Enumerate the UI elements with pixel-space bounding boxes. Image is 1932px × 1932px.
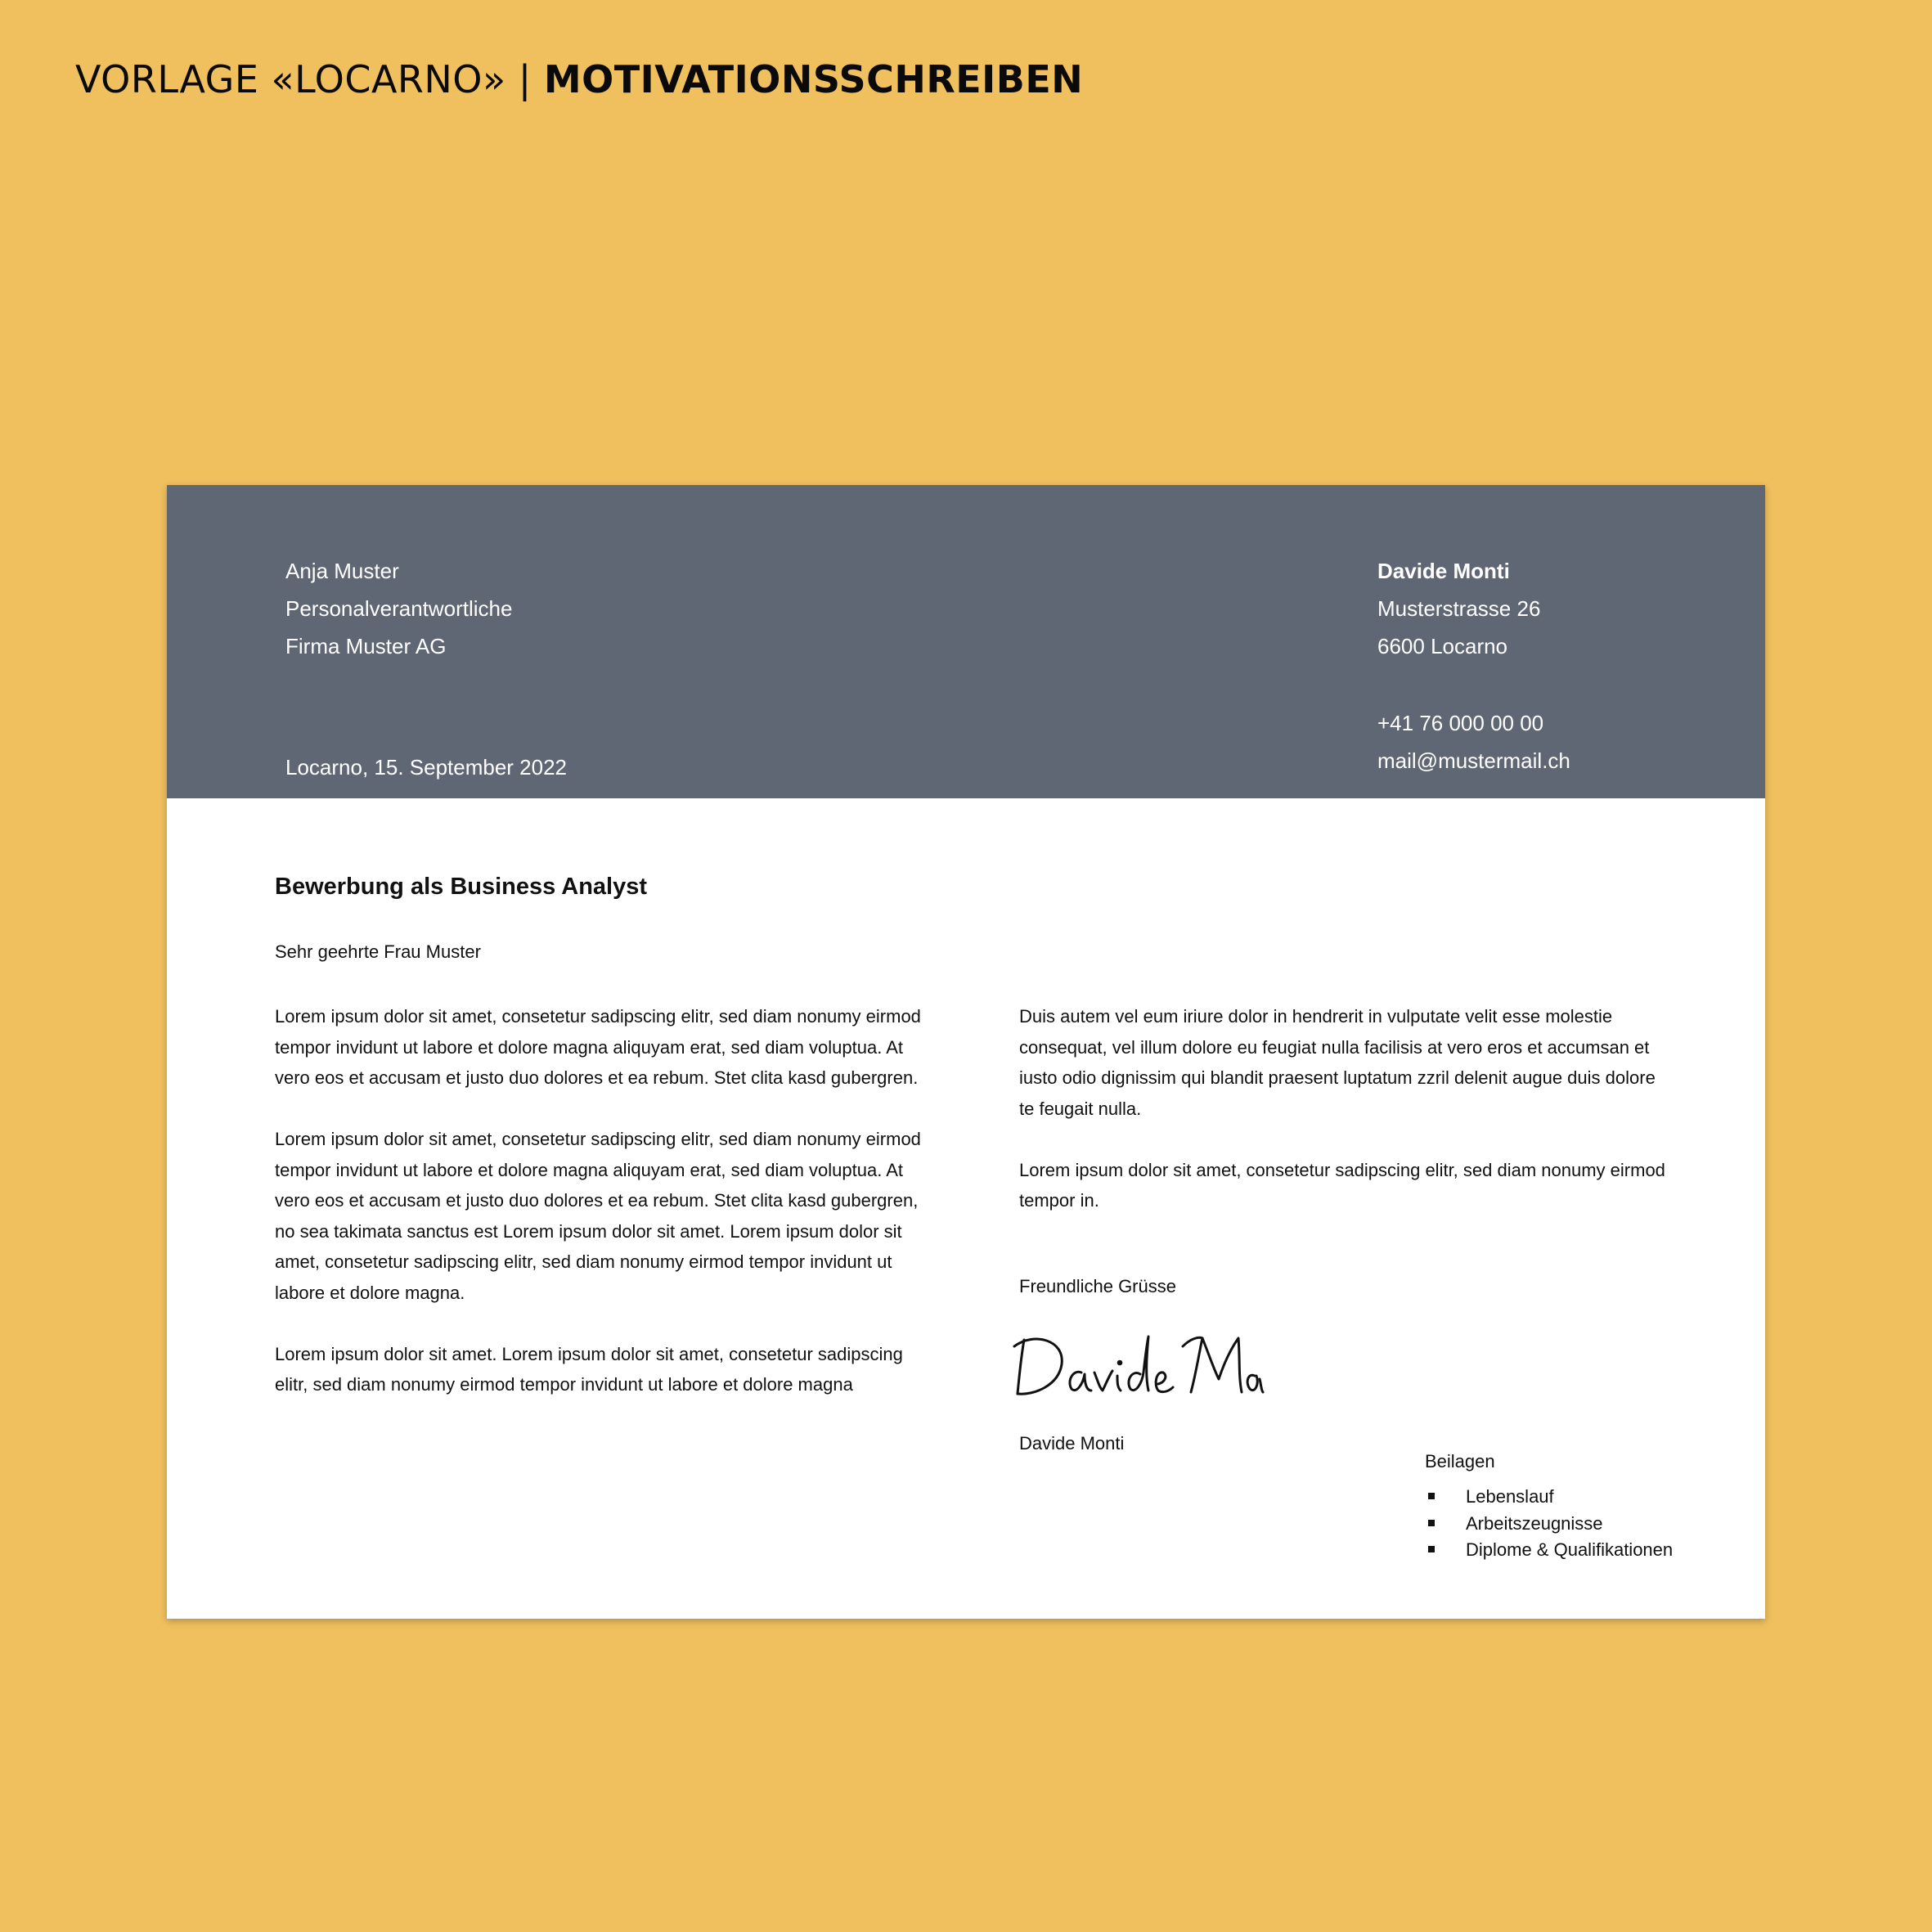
letter-body bbox=[167, 798, 1765, 1619]
square-bullet-icon bbox=[1428, 1520, 1435, 1526]
recipient-position: Personalverantwortliche bbox=[285, 596, 513, 621]
list-item bbox=[1425, 1484, 1673, 1511]
enclosure-label: Arbeitszeugnisse bbox=[1466, 1512, 1603, 1534]
sender-spacer bbox=[1377, 665, 1570, 704]
body-paragraph: Duis autem vel eum iriure dolor in hendrerit in vulputate velit esse molestie consequat, vel illum dolore eu feugiat nulla facilisis at vero eros et accumsan et iusto odio dignissim qui blandit praesent luptatum zzril delenit augue duis dolore te feugait nulla. bbox=[1019, 1006, 1656, 1119]
recipient-name: Anja Muster bbox=[285, 559, 399, 583]
sender-name: Davide Monti bbox=[1377, 559, 1510, 583]
body-paragraph: Lorem ipsum dolor sit amet. Lorem ipsum dolor sit amet, consetetur sadipscing elitr, sed diam nonumy eirmod tempor invidunt ut labore et dolore magna bbox=[275, 1343, 903, 1395]
body-column-right bbox=[1019, 1001, 1674, 1247]
handwritten-signature bbox=[1009, 1322, 1271, 1400]
letter-date: Locarno, 15. September 2022 bbox=[285, 755, 568, 780]
enclosure-label: Lebenslauf bbox=[1466, 1486, 1554, 1507]
recipient-company: Firma Muster AG bbox=[285, 634, 447, 658]
heading-document-type: MOTIVATIONSSCHREIBEN bbox=[543, 57, 1084, 101]
enclosures-title: Beilagen bbox=[1425, 1451, 1495, 1471]
sender-street: Musterstrasse 26 bbox=[1377, 596, 1541, 621]
body-paragraph: Lorem ipsum dolor sit amet, consetetur sadipscing elitr, sed diam nonumy eirmod tempor invidunt ut labore et dolore magna aliquyam erat, sed diam voluptua. At vero eos et accusam et justo duo dolores et ea rebum. Stet clita kasd gubergren. bbox=[275, 1006, 921, 1088]
letter-subject: Bewerbung als Business Analyst bbox=[275, 874, 648, 900]
square-bullet-icon bbox=[1428, 1546, 1435, 1552]
body-column-left bbox=[275, 1001, 929, 1431]
heading-template-name: VORLAGE «LOCARNO» | bbox=[75, 57, 544, 101]
enclosures bbox=[1425, 1451, 1673, 1564]
sender-email: mail@mustermail.ch bbox=[1377, 748, 1570, 773]
list-item bbox=[1425, 1511, 1673, 1538]
signer-name: Davide Monti bbox=[1019, 1433, 1125, 1453]
letter-closing: Freundliche Grüsse bbox=[1019, 1276, 1176, 1296]
recipient-address bbox=[285, 552, 512, 665]
letter-page bbox=[167, 485, 1765, 1619]
sender-phone: +41 76 000 00 00 bbox=[1377, 711, 1544, 735]
letter-salutation: Sehr geehrte Frau Muster bbox=[275, 941, 481, 962]
sender-city: 6600 Locarno bbox=[1377, 634, 1508, 658]
body-paragraph: Lorem ipsum dolor sit amet, consetetur sadipscing elitr, sed diam nonumy eirmod tempor invidunt ut labore et dolore magna aliquyam erat, sed diam voluptua. At vero eos et accusam et justo duo dolores et ea rebum. Stet clita kasd gubergren, no sea takimata sanctus est Lorem ipsum dolor sit amet. Lorem ipsum dolor sit amet, consetetur sadipscing elitr, sed diam nonumy eirmod tempor invidunt ut labore et dolore magna. bbox=[275, 1129, 921, 1303]
square-bullet-icon bbox=[1428, 1493, 1435, 1499]
enclosures-list bbox=[1425, 1484, 1673, 1564]
page-heading bbox=[75, 57, 1083, 101]
body-paragraph: Lorem ipsum dolor sit amet, consetetur sadipscing elitr, sed diam nonumy eirmod tempor in. bbox=[1019, 1159, 1665, 1211]
letter-header-band bbox=[167, 485, 1765, 798]
list-item bbox=[1425, 1537, 1673, 1564]
sender-address bbox=[1377, 552, 1570, 780]
enclosure-label: Diplome & Qualifikationen bbox=[1466, 1539, 1674, 1560]
